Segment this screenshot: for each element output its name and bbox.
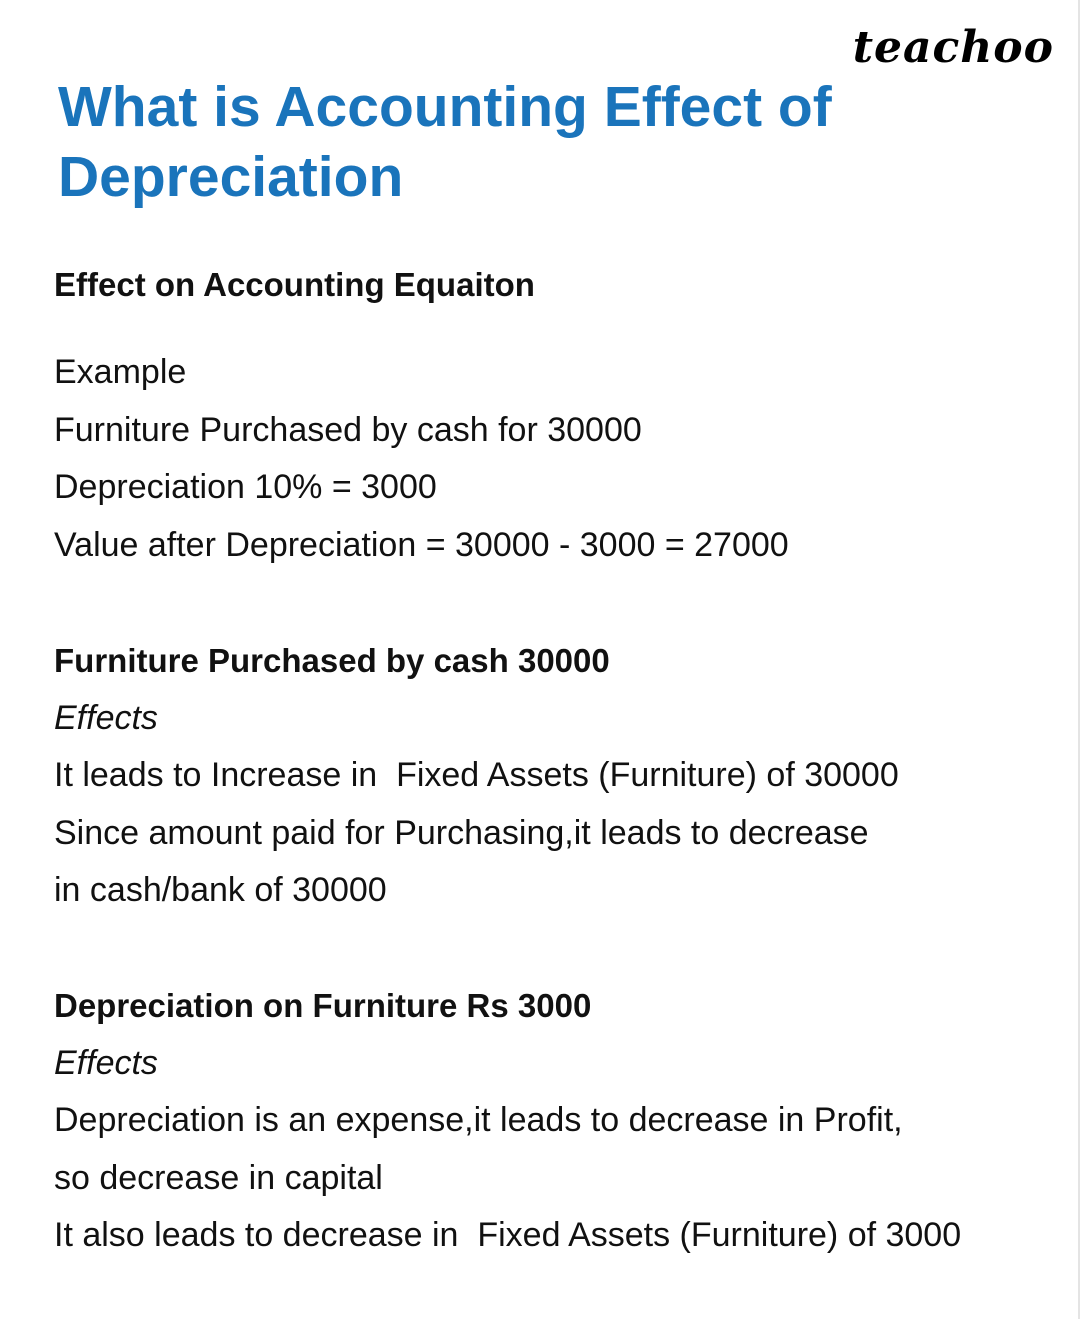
purchase-effect-line: in cash/bank of 30000	[54, 871, 387, 910]
example-block	[54, 344, 1054, 574]
teachoo-logo: teachoo	[852, 22, 1054, 73]
section-heading: Effect on Accounting Equaiton	[54, 266, 535, 303]
example-line: Depreciation 10% = 3000	[54, 468, 437, 507]
depreciation-block	[54, 977, 1054, 1265]
depreciation-effect-line: Depreciation is an expense,it leads to decrease in Profit,	[54, 1101, 903, 1140]
depreciation-effect-line: It also leads to decrease in Fixed Assets (Furniture) of 3000	[54, 1216, 962, 1255]
example-label: Example	[54, 353, 187, 391]
depreciation-effects-label: Effects	[54, 1043, 158, 1082]
purchase-heading: Furniture Purchased by cash 30000	[54, 642, 610, 679]
page-title: What is Accounting Effect of Depreciation	[58, 75, 832, 209]
purchase-block	[54, 632, 1054, 920]
example-line: Furniture Purchased by cash for 30000	[54, 410, 642, 449]
example-line: Value after Depreciation = 30000 - 3000 = 27000	[54, 525, 789, 564]
purchase-effect-line: It leads to Increase in Fixed Assets (Furniture) of 30000	[54, 756, 899, 795]
purchase-effect-line: Since amount paid for Purchasing,it leads to decrease	[54, 813, 869, 852]
purchase-effects-label: Effects	[54, 698, 158, 737]
equation-section	[54, 256, 1054, 314]
depreciation-heading: Depreciation on Furniture Rs 3000	[54, 987, 592, 1024]
depreciation-effect-line: so decrease in capital	[54, 1158, 383, 1197]
